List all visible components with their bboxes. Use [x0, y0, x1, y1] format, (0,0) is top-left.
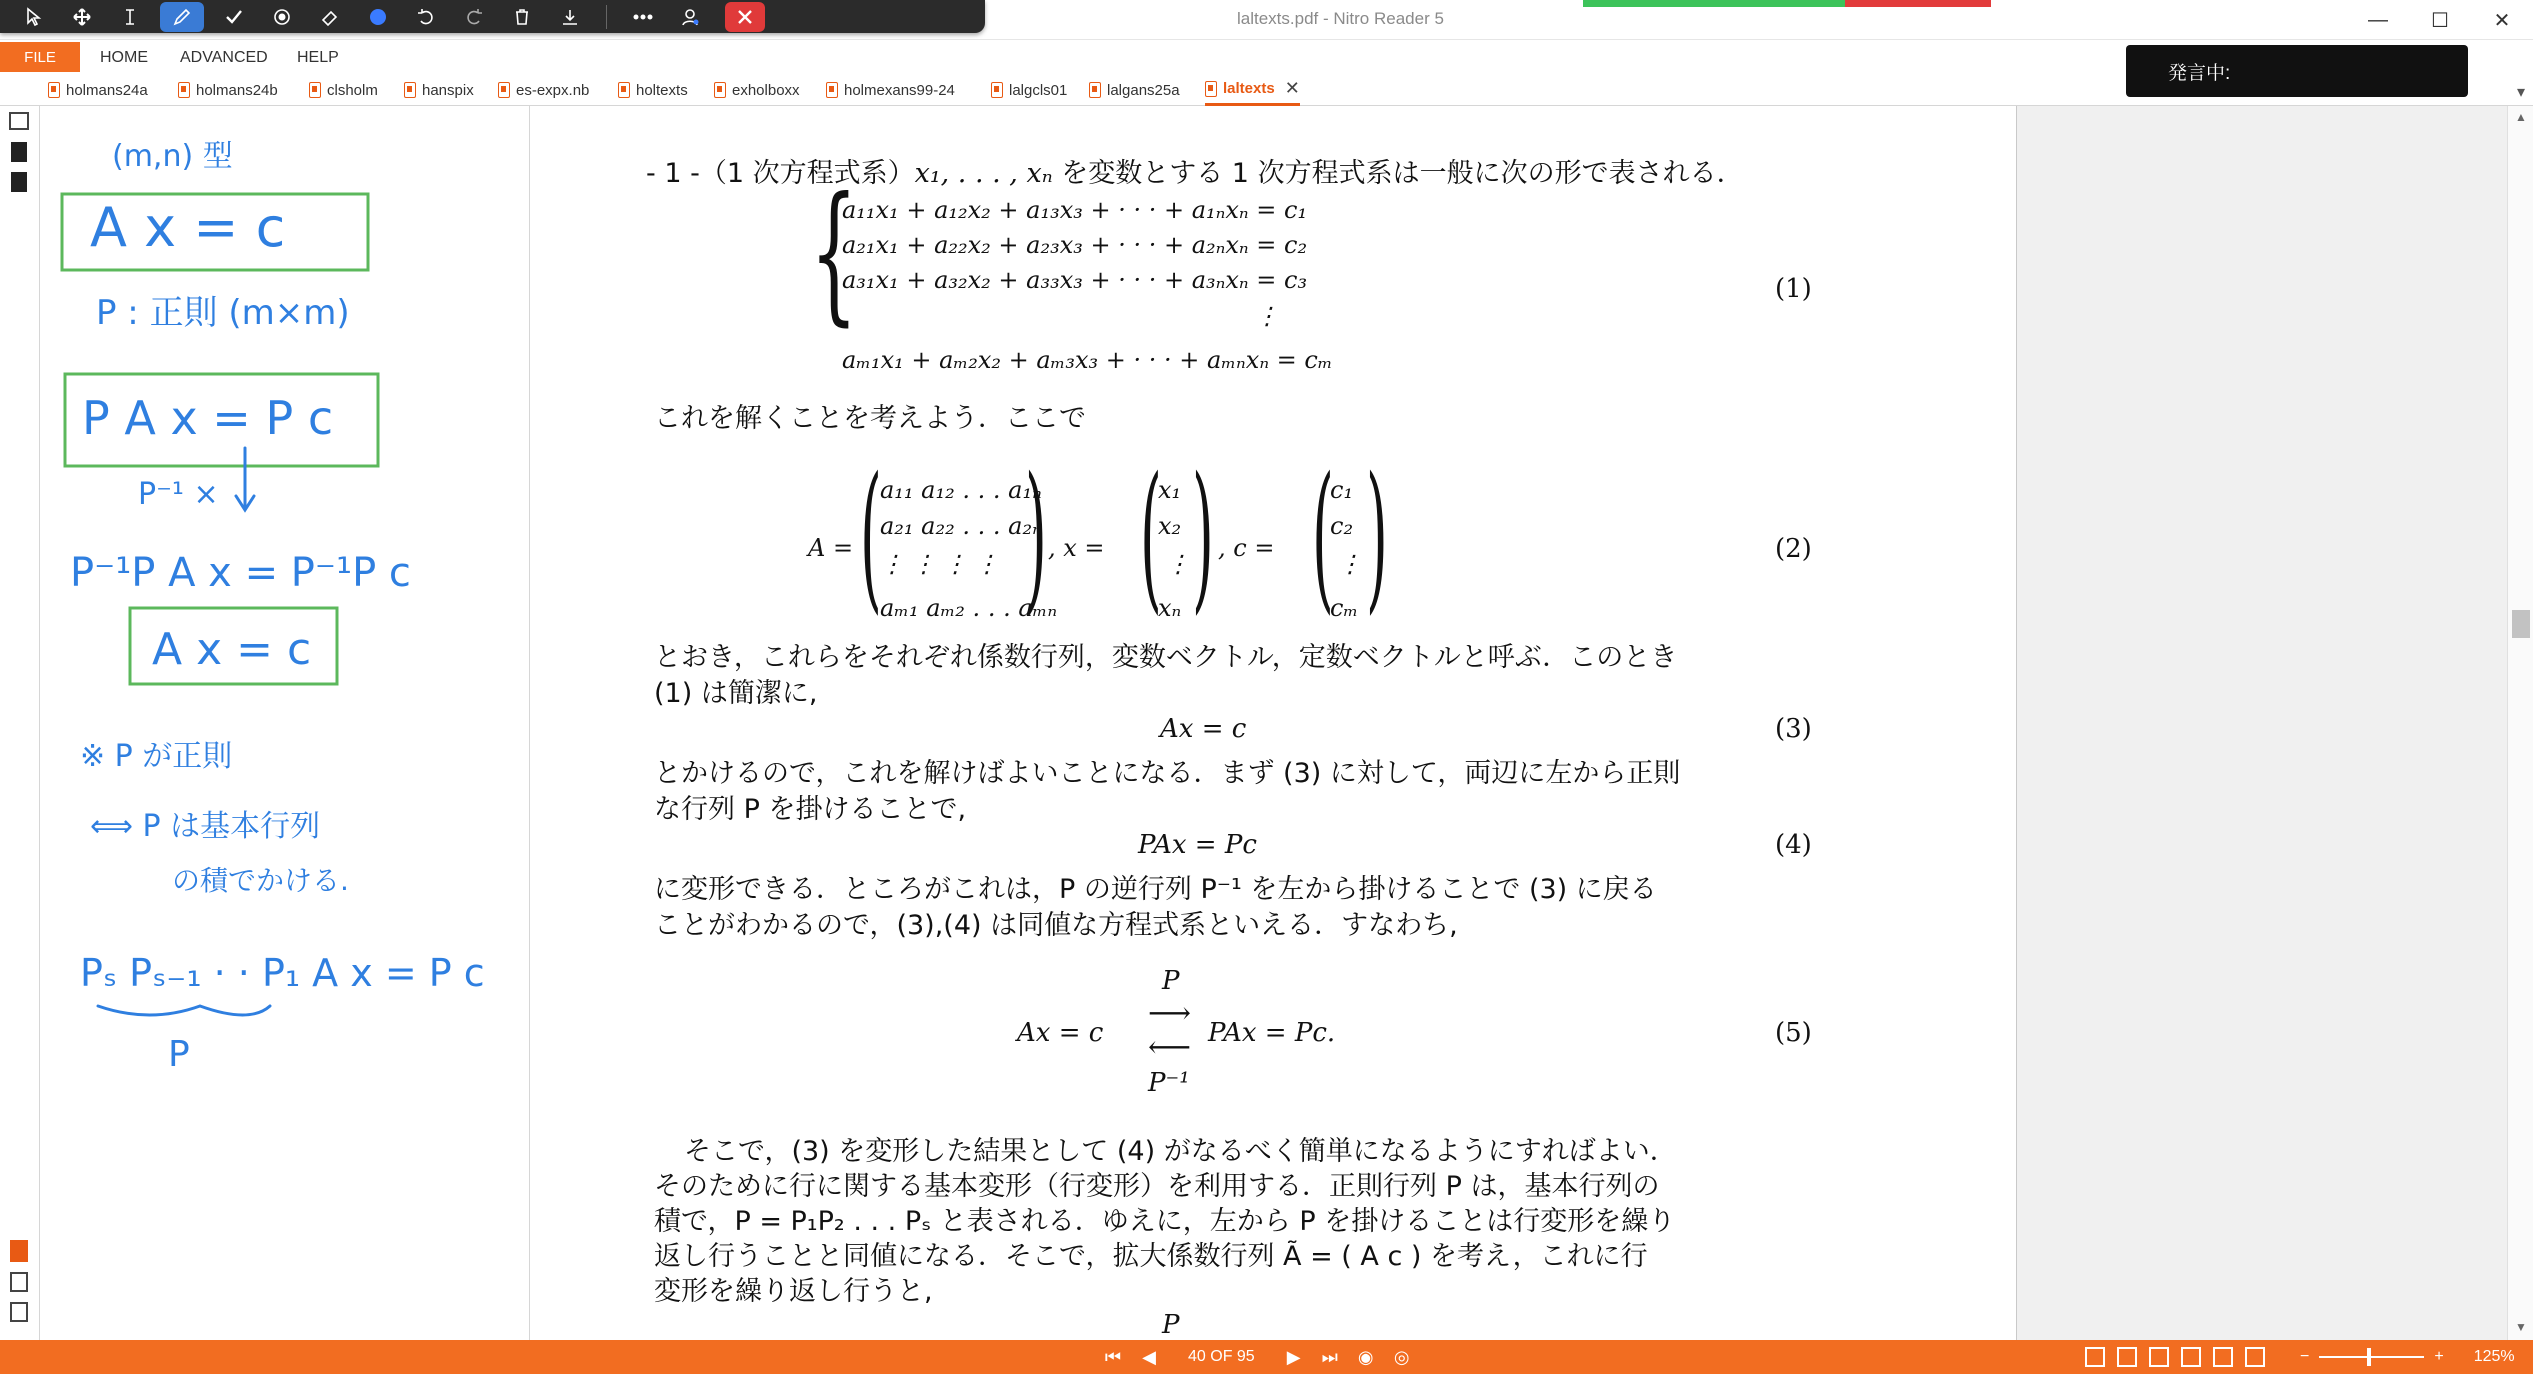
matrix-a-left-paren: (	[860, 442, 882, 629]
note-line: P : 正則 (m×m)	[96, 293, 350, 333]
vector-x-row: x₂	[1158, 512, 1182, 540]
continuous-facing-view-icon[interactable]	[2181, 1347, 2201, 1367]
view-mode-icons	[2085, 1347, 2265, 1367]
pdf-file-icon	[714, 82, 726, 98]
pdf-file-icon	[48, 82, 60, 98]
system-row: a₁₁x₁ + a₁₂x₂ + a₁₃x₃ + · · · + a₁ₙxₙ = c₁	[842, 196, 1308, 224]
note-line: Pₛ Pₛ₋₁ · · P₁ A x = P c	[80, 951, 485, 995]
ribbon-tab-advanced[interactable]: ADVANCED	[180, 49, 268, 66]
equation-number: (5)	[1775, 1018, 1812, 1048]
speaking-indicator: 発言中:	[2126, 45, 2468, 97]
vector-x-row: x₁	[1158, 476, 1182, 504]
note-line: P	[168, 1034, 190, 1075]
close-toolbar-button[interactable]	[725, 2, 765, 32]
doc-tab[interactable]	[826, 74, 955, 106]
text-cursor-icon[interactable]	[106, 0, 154, 33]
more-icon[interactable]	[619, 0, 667, 33]
pdf-file-icon	[1089, 82, 1101, 98]
audio-level-strip	[1583, 0, 1991, 7]
system-row-vdots: ⋮	[1255, 302, 1279, 330]
doc-tab-label: laltexts	[1223, 80, 1275, 97]
bookmarks-icon[interactable]	[11, 142, 27, 162]
intro-rest: を変数とする 1 次方程式系は一般に次の形で表される．	[1052, 158, 1744, 189]
audio-level-green	[1583, 0, 1845, 7]
matrix-a-right-paren: )	[1025, 442, 1047, 629]
equation-number: (4)	[1775, 830, 1812, 860]
undo-icon[interactable]	[402, 0, 450, 33]
window-title: laltexts.pdf - Nitro Reader 5	[1237, 9, 1444, 28]
annotation-toolbar	[0, 0, 985, 33]
pdf-file-icon	[618, 82, 630, 98]
doc-tab[interactable]	[714, 74, 800, 106]
note-line: P A x = P c	[82, 391, 334, 445]
vector-c-right-paren: )	[1366, 442, 1388, 629]
paragraph: これを解くことを考えよう．ここで	[654, 403, 1086, 434]
doc-tab-label: holmans24b	[196, 81, 278, 99]
vector-c-label: , c =	[1218, 534, 1275, 562]
vector-x-row: ⋮	[1166, 550, 1190, 578]
equation-number: (2)	[1775, 534, 1812, 564]
paragraph: 積で，P = P₁P₂ . . . Pₛ と表される．ゆえに，左から P を掛けることは行変形を繰り	[654, 1206, 1676, 1237]
ribbon-tab-home[interactable]: HOME	[100, 49, 148, 66]
eraser-icon[interactable]	[306, 0, 354, 33]
doc-tab[interactable]	[48, 74, 148, 106]
status-bar	[0, 1340, 2533, 1374]
vector-x-row: xₙ	[1158, 594, 1182, 622]
paragraph: とかけるので，これを解けばよいことになる．まず (3) に対して，両辺に左から正則	[654, 758, 1681, 789]
left-sidebar	[0, 106, 40, 1340]
doc-tab-label: holmans24a	[66, 81, 148, 99]
note-line: ⟺ P は基本行列	[90, 809, 321, 844]
handwritten-notes-panel	[40, 106, 530, 1340]
user-settings-icon[interactable]	[667, 0, 715, 33]
note-line: (m,n) 型	[112, 139, 233, 174]
down-arrow	[236, 448, 254, 510]
scroll-up-icon[interactable]: ▲	[2515, 110, 2527, 124]
pages-panel-icon[interactable]	[9, 112, 29, 130]
download-icon[interactable]	[546, 0, 594, 33]
paragraph: とおき，これらをそれぞれ係数行列，変数ベクトル，定数ベクトルと呼ぶ．このとき	[654, 642, 1678, 673]
handwriting-canvas	[40, 106, 530, 1340]
check-icon[interactable]	[210, 0, 258, 33]
move-icon[interactable]	[58, 0, 106, 33]
back-view-icon[interactable]: ◉	[1357, 1346, 1374, 1367]
zoom-slider-knob[interactable]	[2367, 1348, 2371, 1366]
eq5-top-label: P	[1162, 966, 1180, 996]
right-arrow-icon: ⟶	[1148, 996, 1192, 1031]
note-line: P⁻¹P A x = P⁻¹P c	[70, 550, 411, 596]
equation-number: (1)	[1775, 274, 1812, 304]
audio-level-red	[1845, 0, 1991, 7]
previous-page-icon[interactable]: ◀	[1142, 1346, 1156, 1367]
vector-c-row: ⋮	[1338, 550, 1362, 578]
system-row: a₃₁x₁ + a₃₂x₂ + a₃₃x₃ + · · · + a₃ₙxₙ = c₃	[842, 266, 1308, 294]
doc-tab-label: clsholm	[327, 81, 378, 99]
scroll-down-icon[interactable]: ▼	[2515, 1320, 2527, 1334]
doc-tab-label: exholboxx	[732, 81, 800, 99]
system-row: aₘ₁x₁ + aₘ₂x₂ + aₘ₃x₃ + · · · + aₘₙxₙ = cₘ	[842, 346, 1333, 374]
doc-tab-label: hanspix	[422, 81, 474, 99]
minimize-button[interactable]: —	[2368, 8, 2388, 31]
vector-c-row: c₂	[1330, 512, 1354, 540]
pdf-file-icon	[309, 82, 321, 98]
zoom-level[interactable]: 125%	[2473, 1348, 2515, 1365]
paragraph: な行列 P を掛けることで,	[654, 794, 967, 825]
note-line: P⁻¹ ×	[138, 477, 219, 512]
vector-c-left-paren: (	[1312, 442, 1334, 629]
continuous-view-icon[interactable]	[2117, 1347, 2137, 1367]
doc-tab-label: holtexts	[636, 81, 688, 99]
doc-tab[interactable]	[1089, 74, 1180, 106]
left-arrow-icon: ⟵	[1148, 1030, 1192, 1065]
doc-tab-label: es-expx.nb	[516, 81, 590, 99]
system-row: a₂₁x₁ + a₂₂x₂ + a₂₃x₃ + · · · + a₂ₙxₙ = c₂	[842, 231, 1308, 259]
comments-icon[interactable]	[10, 1240, 28, 1262]
eq5-right: PAx = Pc.	[1208, 1018, 1336, 1048]
paragraph: 返し行うことと同値になる．そこで，拡大係数行列 Ã = ( A c ) を考え，これに行	[654, 1241, 1648, 1272]
eraser-circle-icon[interactable]	[258, 0, 306, 33]
close-window-button[interactable]: ✕	[2493, 9, 2511, 32]
zoom-slider[interactable]	[2319, 1356, 2424, 1358]
forward-view-icon[interactable]: ◎	[1393, 1346, 1410, 1367]
chevron-down-icon[interactable]: ▾	[2516, 84, 2525, 101]
scroll-thumb[interactable]	[2512, 610, 2530, 638]
vector-x-left-paren: (	[1140, 442, 1162, 629]
toolbar-separator	[606, 5, 607, 29]
paragraph: に変形できる．ところがこれは，P の逆行列 P⁻¹ を左から掛けることで (3) に戻る	[654, 874, 1657, 905]
window-controls	[2347, 0, 2533, 40]
single-page-view-icon[interactable]	[2085, 1347, 2105, 1367]
pen-icon[interactable]	[160, 2, 204, 32]
note-line: ※ P が正則	[80, 739, 233, 774]
doc-tab-label: lalgcls01	[1009, 81, 1068, 99]
ribbon-tab-help[interactable]: HELP	[297, 49, 339, 66]
eq5-left: Ax = c	[1017, 1018, 1104, 1048]
pdf-file-icon	[826, 82, 838, 98]
zoom-control	[2300, 1340, 2515, 1374]
ribbon-tab-file[interactable]: FILE	[0, 42, 80, 72]
paragraph: 変形を繰り返し行うと,	[654, 1276, 933, 1307]
pdf-file-icon	[1205, 81, 1217, 97]
doc-tab[interactable]	[991, 74, 1067, 106]
equation-number: (3)	[1775, 714, 1812, 744]
flag-icon[interactable]	[11, 172, 27, 192]
vector-x-label: , x =	[1048, 534, 1105, 562]
pdf-file-icon	[991, 82, 1003, 98]
select-arrow-icon[interactable]	[10, 0, 58, 33]
matrix-a-row: a₂₁ a₂₂ . . . a₂ₙ	[880, 512, 1042, 540]
cover-view-icon[interactable]	[2213, 1347, 2233, 1367]
doc-tab[interactable]	[618, 74, 688, 106]
doc-tab-label: holmexans99-24	[844, 81, 955, 99]
left-brace: {	[810, 166, 858, 340]
attachments-icon[interactable]	[10, 1272, 28, 1292]
vector-c-row: c₁	[1330, 476, 1354, 504]
page-navigation	[1100, 1340, 1415, 1374]
matrix-a-label: A =	[808, 534, 854, 562]
note-line: の積でかける.	[172, 864, 349, 897]
color-dot-icon[interactable]	[354, 0, 402, 33]
next-page-icon[interactable]: ▶	[1286, 1346, 1301, 1367]
trash-icon[interactable]	[498, 0, 546, 33]
doc-tab[interactable]	[309, 74, 378, 106]
paragraph: そこで，(3) を変形した結果として (4) がなるべく簡単になるようにすればよい．	[684, 1136, 1677, 1167]
doc-tab-label: lalgans25a	[1107, 81, 1180, 99]
matrix-a-row: aₘ₁ aₘ₂ . . . aₘₙ	[880, 594, 1058, 622]
vector-x-right-paren: )	[1192, 442, 1214, 629]
pdf-file-icon	[404, 82, 416, 98]
equation-4: PAx = Pc	[1138, 830, 1257, 860]
underbrace	[98, 1006, 270, 1015]
facing-view-icon[interactable]	[2149, 1347, 2169, 1367]
vertical-scrollbar[interactable]	[2507, 106, 2533, 1340]
pdf-page	[530, 106, 2017, 1340]
paragraph: ことがわかるので，(3),(4) は同値な方程式系といえる．すなわち,	[654, 910, 1458, 941]
layers-icon[interactable]	[10, 1302, 28, 1322]
maximize-button[interactable]: ☐	[2431, 9, 2449, 32]
document-viewer[interactable]	[530, 106, 2507, 1340]
fit-view-icon[interactable]	[2245, 1347, 2265, 1367]
redo-icon[interactable]	[450, 0, 498, 33]
matrix-a-row: ⋮ ⋮ ⋮ ⋮	[880, 550, 999, 578]
last-page-icon[interactable]: ⏭	[1321, 1346, 1338, 1367]
note-line: A x = c	[90, 196, 286, 259]
close-tab-icon[interactable]: ✕	[1284, 78, 1300, 98]
matrix-a-row: a₁₁ a₁₂ . . . a₁ₙ	[880, 476, 1042, 504]
vector-c-row: cₘ	[1330, 594, 1359, 622]
doc-tab[interactable]	[498, 74, 589, 106]
page-indicator[interactable]: 40 OF 95	[1188, 1348, 1255, 1365]
doc-tab[interactable]	[404, 74, 474, 106]
zoom-in-button[interactable]: +	[2434, 1348, 2444, 1365]
pdf-file-icon	[498, 82, 510, 98]
doc-tab-active[interactable]	[1205, 74, 1300, 106]
cut-off-fragment: P	[1162, 1310, 1180, 1340]
doc-tab[interactable]	[178, 74, 278, 106]
first-page-icon[interactable]: ⏮	[1104, 1346, 1122, 1367]
paragraph: (1) は簡潔に,	[654, 678, 818, 709]
pdf-file-icon	[178, 82, 190, 98]
eq5-bottom-label: P⁻¹	[1148, 1068, 1190, 1098]
note-line: A x = c	[152, 624, 312, 675]
paragraph: そのために行に関する基本変形（行変形）を利用する．正則行列 P は，基本行列の	[654, 1171, 1660, 1202]
equation-3: Ax = c	[1160, 714, 1247, 744]
intro-text: - 1 -（1 次方程式系）	[646, 158, 915, 189]
zoom-out-button[interactable]: −	[2300, 1348, 2310, 1365]
intro-vars: x₁, . . . , xₙ	[914, 158, 1053, 189]
